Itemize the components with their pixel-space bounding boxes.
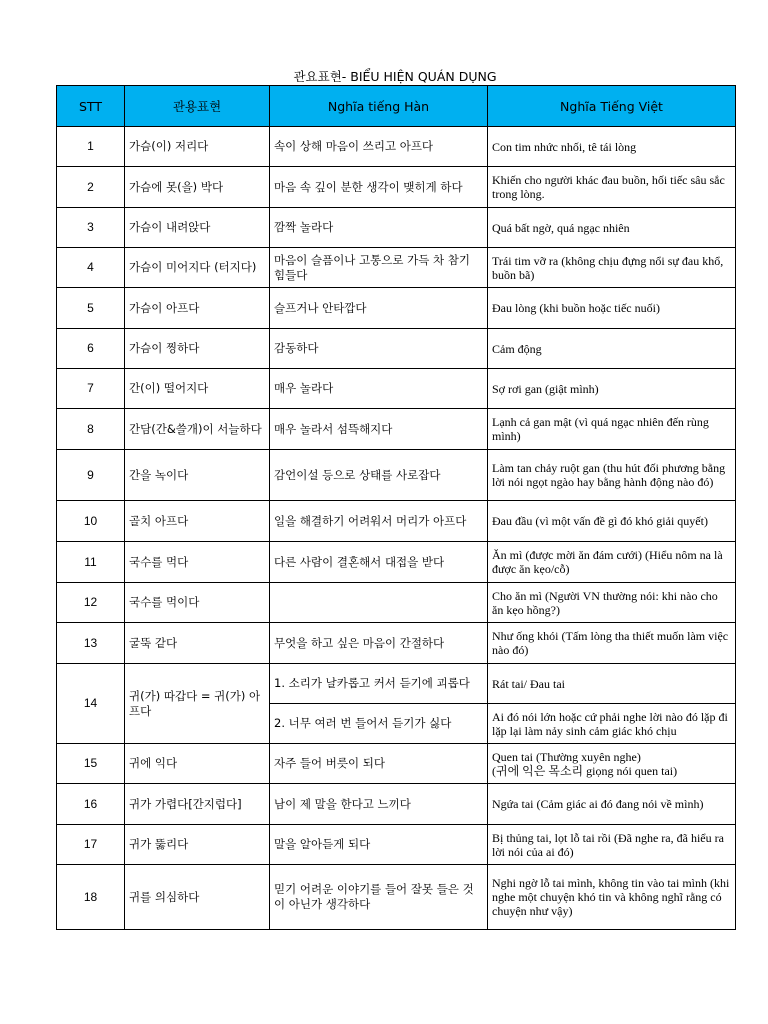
table-row <box>57 167 736 208</box>
stt-cell: 9 <box>57 450 125 501</box>
table-row <box>57 248 736 288</box>
idiom-cell: 귀(가) 따갑다 = 귀(가) 아프다 <box>125 664 270 744</box>
korean-meaning-cell: 매우 놀라서 섬뜩해지다 <box>270 409 488 450</box>
table-row <box>57 450 736 501</box>
korean-meaning-cell: 깜짝 놀라다 <box>270 208 488 248</box>
korean-meaning-cell: 속이 상해 마음이 쓰리고 아프다 <box>270 127 488 167</box>
idiom-cell: 간을 녹이다 <box>125 450 270 501</box>
stt-cell: 15 <box>57 744 125 784</box>
idiom-cell: 간(이) 떨어지다 <box>125 369 270 409</box>
stt-cell: 14 <box>57 664 125 744</box>
idiom-cell: 귀가 뚫리다 <box>125 825 270 865</box>
vietnamese-meaning-cell: Ai đó nói lớn hoặc cứ phải nghe lời nào đó lặp đi lặp lại làm nảy sinh cảm giác khó chịu <box>488 704 736 744</box>
table-row <box>57 542 736 583</box>
idiom-cell: 귀를 의심하다 <box>125 865 270 930</box>
table-row <box>57 329 736 369</box>
vietnamese-meaning-cell: Đau lòng (khi buồn hoặc tiếc nuối) <box>488 288 736 329</box>
stt-cell: 18 <box>57 865 125 930</box>
table-body <box>57 127 736 930</box>
vietnamese-meaning-cell: Lạnh cả gan mật (vì quá ngạc nhiên đến rùng mình) <box>488 409 736 450</box>
stt-cell: 3 <box>57 208 125 248</box>
stt-cell: 17 <box>57 825 125 865</box>
idiom-cell: 골치 아프다 <box>125 501 270 542</box>
vietnamese-meaning-cell: Làm tan chảy ruột gan (thu hút đối phương bằng lời nói ngọt ngào hay bằng hành động nào đó) <box>488 450 736 501</box>
idiom-cell: 가슴에 못(을) 박다 <box>125 167 270 208</box>
korean-meaning-cell <box>270 583 488 623</box>
korean-meaning-cell: 마음이 슬픔이나 고통으로 가득 차 참기 힘들다 <box>270 248 488 288</box>
table-row <box>57 825 736 865</box>
vietnamese-meaning-cell: Khiến cho người khác đau buồn, hối tiếc sâu sắc trong lòng. <box>488 167 736 208</box>
stt-cell: 5 <box>57 288 125 329</box>
vietnamese-meaning-cell: Ăn mì (được mời ăn đám cưới) (Hiểu nôm na là được ăn kẹo/cỗ) <box>488 542 736 583</box>
vietnamese-meaning-cell <box>488 744 736 784</box>
table-row <box>57 369 736 409</box>
stt-cell: 11 <box>57 542 125 583</box>
vietnamese-meaning-cell: Bị thủng tai, lọt lỗ tai rồi (Đã nghe ra, đã hiểu ra lời nói của ai đó) <box>488 825 736 865</box>
korean-meaning-cell: 자주 들어 버릇이 되다 <box>270 744 488 784</box>
idiom-cell: 국수를 먹이다 <box>125 583 270 623</box>
header-idiom: 관용표현 <box>125 86 270 127</box>
table-row <box>57 288 736 329</box>
idiom-cell: 가슴이 미어지다 (터지다) <box>125 248 270 288</box>
korean-meaning-cell: 매우 놀라다 <box>270 369 488 409</box>
korean-meaning-cell: 무엇을 하고 싶은 마음이 간절하다 <box>270 623 488 664</box>
korean-meaning-cell: 다른 사람이 결혼해서 대접을 받다 <box>270 542 488 583</box>
vietnamese-meaning-cell: Như ống khói (Tấm lòng tha thiết muốn làm việc nào đó) <box>488 623 736 664</box>
stt-cell: 4 <box>57 248 125 288</box>
table-row <box>57 664 736 704</box>
stt-cell: 8 <box>57 409 125 450</box>
korean-meaning-cell: 2. 너무 여러 번 들어서 듣기가 싫다 <box>270 704 488 744</box>
vietnamese-meaning-cell: Ngứa tai (Cảm giác ai đó đang nói về mình) <box>488 784 736 825</box>
idiom-cell: 간담(간&쓸개)이 서늘하다 <box>125 409 270 450</box>
stt-cell: 1 <box>57 127 125 167</box>
korean-meaning-cell: 슬프거나 안타깝다 <box>270 288 488 329</box>
korean-meaning-cell: 일을 해결하기 어려워서 머리가 아프다 <box>270 501 488 542</box>
table-header-row <box>57 86 736 127</box>
korean-meaning-cell: 믿기 어려운 이야기를 들어 잘못 들은 것이 아닌가 생각하다 <box>270 865 488 930</box>
idiom-cell: 귀가 가렵다[간지럽다] <box>125 784 270 825</box>
table-row <box>57 501 736 542</box>
idiom-cell: 가슴이 아프다 <box>125 288 270 329</box>
vietnamese-meaning-cell: Cho ăn mì (Người VN thường nói: khi nào cho ăn kẹo hồng?) <box>488 583 736 623</box>
idiom-cell: 국수를 먹다 <box>125 542 270 583</box>
idiom-cell: 귀에 익다 <box>125 744 270 784</box>
vietnamese-meaning-cell: Nghi ngờ lỗ tai mình, không tin vào tai mình (khi nghe một chuyện khó tin và không nghĩ rằng có chuyện như vậy) <box>488 865 736 930</box>
vietnamese-meaning-text: Quen tai (Thường xuyên nghe) <box>492 749 641 764</box>
table-row <box>57 865 736 930</box>
idiom-cell: 가슴이 내려앉다 <box>125 208 270 248</box>
stt-cell: 16 <box>57 784 125 825</box>
vietnamese-meaning-cell: Đau đầu (vì một vấn đề gì đó khó giải quyết) <box>488 501 736 542</box>
idiom-cell: 가슴(이) 저리다 <box>125 127 270 167</box>
idiom-cell: 굴뚝 같다 <box>125 623 270 664</box>
vietnamese-meaning-cell: Trái tim vỡ ra (không chịu đựng nổi sự đau khổ, buồn bã) <box>488 248 736 288</box>
table-row <box>57 623 736 664</box>
vietnamese-meaning-cell: Rát tai/ Đau tai <box>488 664 736 704</box>
vietnamese-meaning-cell: Cảm động <box>488 329 736 369</box>
vietnamese-meaning-extra: (귀에 익은 목소리 giọng nói quen tai) <box>492 763 678 778</box>
idiom-table <box>56 85 736 930</box>
korean-meaning-cell: 말을 알아듣게 되다 <box>270 825 488 865</box>
korean-meaning-cell: 남이 제 말을 한다고 느끼다 <box>270 784 488 825</box>
stt-cell: 12 <box>57 583 125 623</box>
header-stt: STT <box>57 86 125 127</box>
vietnamese-meaning-cell: Quá bất ngờ, quá ngạc nhiên <box>488 208 736 248</box>
stt-cell: 10 <box>57 501 125 542</box>
header-vietnamese-meaning: Nghĩa Tiếng Việt <box>488 86 736 127</box>
table-row <box>57 409 736 450</box>
header-korean-meaning: Nghĩa tiếng Hàn <box>270 86 488 127</box>
table-row <box>57 127 736 167</box>
stt-cell: 2 <box>57 167 125 208</box>
table-row <box>57 208 736 248</box>
stt-cell: 13 <box>57 623 125 664</box>
table-row <box>57 583 736 623</box>
korean-meaning-cell: 감언이설 등으로 상태를 사로잡다 <box>270 450 488 501</box>
korean-meaning-cell: 마음 속 깊이 분한 생각이 맺히게 하다 <box>270 167 488 208</box>
table-row <box>57 784 736 825</box>
vietnamese-meaning-cell: Sợ rơi gan (giật mình) <box>488 369 736 409</box>
idiom-cell: 가슴이 찡하다 <box>125 329 270 369</box>
page-title: 관요표현- BIỂU HIỆN QUÁN DỤNG <box>293 69 497 84</box>
vietnamese-meaning-cell: Con tim nhức nhối, tê tái lòng <box>488 127 736 167</box>
korean-meaning-cell: 감동하다 <box>270 329 488 369</box>
stt-cell: 6 <box>57 329 125 369</box>
table-row <box>57 744 736 784</box>
stt-cell: 7 <box>57 369 125 409</box>
korean-meaning-cell: 1. 소리가 날카롭고 커서 듣기에 괴롭다 <box>270 664 488 704</box>
